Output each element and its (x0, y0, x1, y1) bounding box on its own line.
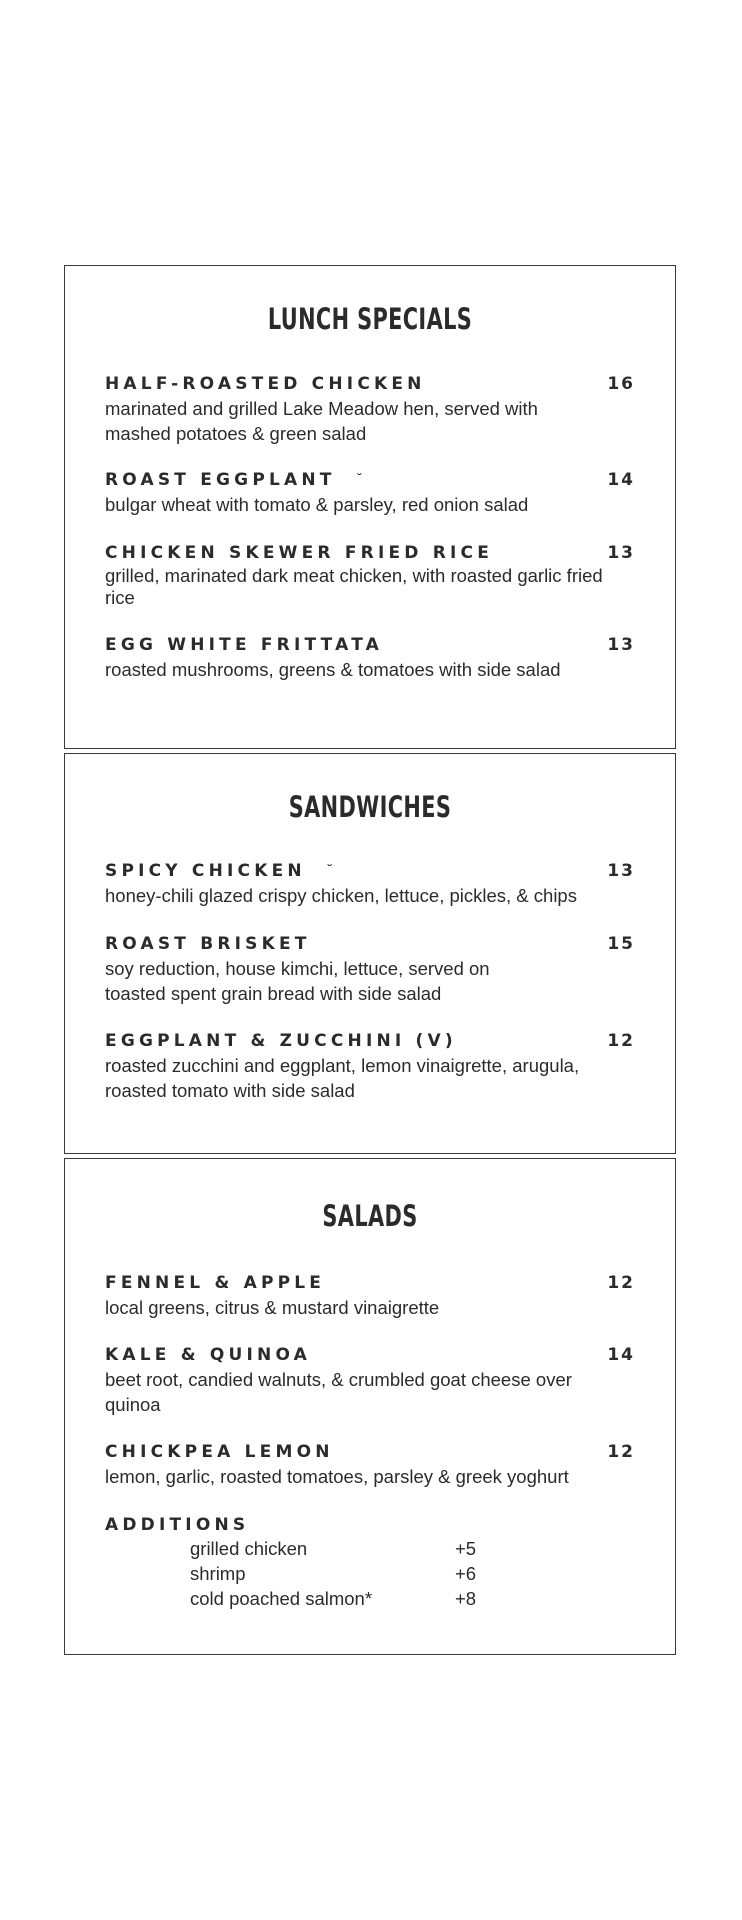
item-description: soy reduction, house kimchi, lettuce, served on toasted spent grain bread with side salad (105, 958, 490, 1004)
item-description: honey-chili glazed crispy chicken, lettuce, pickles, & chips (105, 885, 577, 906)
menu-item (105, 1272, 635, 1320)
addition-name: grilled chicken (190, 1538, 308, 1559)
lunch-specials-section (64, 265, 676, 749)
item-price: 12 (607, 1442, 635, 1462)
item-description: marinated and grilled Lake Meadow hen, served with mashed potatoes & green salad (105, 398, 538, 444)
item-description: bulgar wheat with tomato & parsley, red onion salad (105, 494, 529, 515)
item-name: ROAST BRISKET (105, 934, 311, 954)
dietary-mark: ˘ (326, 863, 334, 879)
dietary-mark: ˘ (355, 472, 363, 488)
addition-price: +6 (455, 1563, 477, 1584)
item-name: KALE & QUINOA (105, 1345, 311, 1365)
item-description: local greens, citrus & mustard vinaigrette (105, 1297, 440, 1318)
menu-item (105, 469, 635, 517)
addition-name: shrimp (190, 1563, 246, 1584)
item-name: FENNEL & APPLE (105, 1273, 326, 1293)
addition-row (105, 1586, 635, 1611)
item-name (105, 860, 635, 882)
menu-item (105, 933, 635, 1006)
menu-item (105, 634, 635, 682)
item-description: roasted zucchini and eggplant, lemon vinaigrette, arugula, roasted tomato with side salad (105, 1055, 580, 1101)
item-price: 13 (607, 635, 635, 655)
sandwiches-section (64, 753, 676, 1154)
additions-list (105, 1514, 635, 1611)
menu-item (105, 373, 635, 446)
item-price: 16 (607, 374, 635, 394)
item-name-text: SPICY CHICKEN (105, 861, 306, 881)
salads-section (64, 1158, 676, 1655)
item-price: 13 (607, 543, 635, 563)
item-price: 14 (607, 1345, 635, 1365)
section-heading: LUNCH SPECIALS (267, 302, 473, 336)
menu-item (105, 1030, 635, 1103)
menu-item (105, 1441, 635, 1489)
addition-name: cold poached salmon* (190, 1588, 373, 1609)
item-price: 15 (607, 934, 635, 954)
addition-row (105, 1561, 635, 1586)
menu-item (105, 1344, 635, 1417)
addition-price: +5 (455, 1538, 477, 1559)
item-description: roasted mushrooms, greens & tomatoes with side salad (105, 659, 561, 680)
item-description: beet root, candied walnuts, & crumbled goat cheese over quinoa (105, 1369, 572, 1415)
menu-item (105, 860, 635, 908)
item-name-text: ROAST EGGPLANT (105, 470, 336, 490)
item-name: CHICKPEA LEMON (105, 1442, 334, 1462)
item-description: lemon, garlic, roasted tomatoes, parsley & greek yoghurt (105, 1466, 569, 1487)
item-description: grilled, marinated dark meat chicken, with roasted garlic fried rice (105, 565, 603, 608)
item-name: EGGPLANT & ZUCCHINI (V) (105, 1031, 457, 1051)
item-name: EGG WHITE FRITTATA (105, 635, 384, 655)
item-price: 14 (607, 470, 635, 490)
item-price: 12 (607, 1031, 635, 1051)
section-heading: SALADS (322, 1199, 418, 1233)
section-heading: SANDWICHES (288, 790, 452, 824)
addition-price: +8 (455, 1588, 477, 1609)
item-price: 12 (607, 1273, 635, 1293)
item-name (105, 469, 635, 491)
item-price: 13 (607, 861, 635, 881)
additions-label: ADDITIONS (105, 1515, 250, 1535)
item-name: HALF-ROASTED CHICKEN (105, 374, 426, 394)
item-name: CHICKEN SKEWER FRIED RICE (105, 543, 494, 563)
menu-item (105, 542, 635, 609)
addition-row (105, 1536, 635, 1561)
